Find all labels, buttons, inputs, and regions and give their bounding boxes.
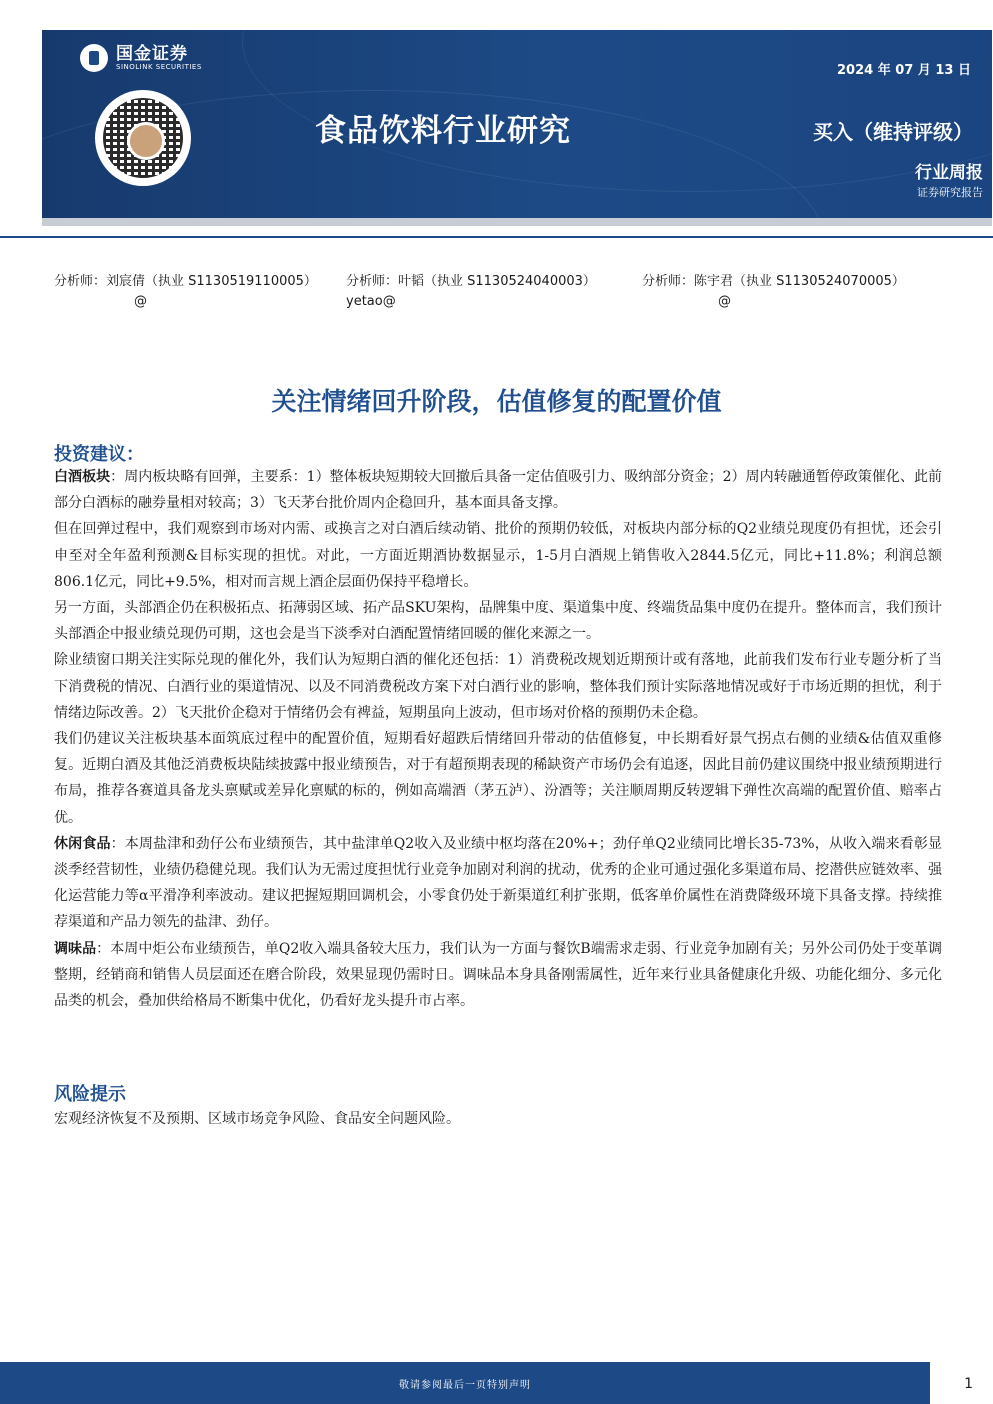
logo-name-en: SINOLINK SECURITIES (116, 62, 202, 71)
footer-disclaimer[interactable]: 敬请参阅最后一页特别声明 (399, 1379, 531, 1391)
analyst-entry (346, 272, 596, 312)
paragraph: 另一方面，头部酒企仍在积极拓点、拓薄弱区域、拓产品SKU架构，品牌集中度、渠道集中度、终端货品集中度仍在提升。整体而言，我们预计头部酒企中报业绩兑现仍可期，这也会是当下淡季对白酒配置情绪回暖的催化来源之一。 (54, 600, 942, 643)
paragraph-label: 白酒板块 (54, 469, 111, 485)
logo-name-cn: 国金证券 (116, 43, 188, 64)
report-subtype: 证券研究报告 (917, 186, 983, 199)
analyst-entry (54, 272, 317, 312)
analyst-entry (642, 272, 905, 312)
analyst-email[interactable]: @ (718, 294, 731, 309)
paragraph-label: 调味品 (54, 940, 97, 957)
qr-code-icon (95, 90, 191, 186)
analyst-email[interactable]: @ (134, 294, 147, 309)
paragraph: 调味品：本周中炬公布业绩预告，单Q2收入端具备较大压力，我们认为一方面与餐饮B端需求走弱、行业竞争加剧有关；另外公司仍处于变革调整期，经销商和销售人员层面还在磨合阶段，效果显现仍需时日。调味品本身具备刚需属性，近年来行业具备健康化升级、功能化细分、多元化品类的机会，叠加供给格局不断集中优化，仍看好龙头提升市占率。 (54, 940, 943, 1010)
report-title: 食品饮料行业研究 (315, 113, 571, 149)
section-heading-invest: 投资建议： (54, 444, 144, 465)
paragraph: 我们仍建议关注板块基本面筑底过程中的配置价值，短期看好超跌后情绪回升带动的估值修复，中长期看好景气拐点右侧的业绩&估值双重修复。近期白酒及其他泛消费板块陆续披露中报业绩预告，对于有超预期表现的稀缺资产市场仍会有追逐，因此目前仍建议围绕中报业绩预期进行布局，推荐各赛道具备龙头禀赋或差异化禀赋的标的，例如高端酒（茅五泸）、汾酒等；关注顺周期反转逻辑下弹性次高端的配置价值、赔率占优。 (54, 731, 942, 826)
analyst-name: 分析师：叶韬（执业 S1130524040003） (346, 274, 596, 289)
invest-body (54, 464, 942, 1014)
paragraph: 白酒板块：周内板块略有回弹，主要系：1）整体板块短期较大回撤后具备一定估值吸引力、吸纳部分资金；2）周内转融通暂停政策催化、此前部分白酒标的融券量相对较高；3）飞天茅台批价周内企稳回升，基本面具备支撑。 (54, 469, 943, 512)
paragraph-label: 休闲食品 (54, 835, 111, 852)
logo-icon (80, 44, 108, 72)
paragraph: 但在回弹过程中，我们观察到市场对内需、或换言之对白酒后续动销、批价的预期仍较低，对板块内部分标的Q2业绩兑现度仍有担忧，还会引申至对全年盈利预测&目标实现的担忧。对此，一方面近期酒协数据显示，1-5月白酒规上销售收入2844.5亿元，同比+11.8%；利润总额806.1亿元，同比+9.5%，相对而言规上酒企层面仍保持平稳增长。 (54, 521, 942, 590)
report-date: 2024 年 07 月 13 日 (837, 63, 971, 78)
paragraph: 宏观经济恢复不及预期、区域市场竞争风险、食品安全问题风险。 (54, 1111, 460, 1127)
rating-label: 买入（维持评级） (813, 120, 973, 144)
analyst-name: 分析师：刘宸倩（执业 S1130519110005） (54, 274, 317, 289)
page-number: 1 (964, 1376, 973, 1392)
report-headline: 关注情绪回升阶段，估值修复的配置价值 (271, 387, 722, 416)
paragraph: 休闲食品：本周盐津和劲仔公布业绩预告，其中盐津单Q2收入及业绩中枢均落在20%+；劲仔单Q2业绩同比增长35-73%，从收入端来看彰显淡季经营韧性，业绩仍稳健兑现。我们认为无需过度担忧行业竞争加剧对利润的扰动，优秀的企业可通过强化多渠道布局、挖潜供应链效率、强化运营能力等α平滑净利率波动。建议把握短期回调机会，小零食仍处于新渠道红利扩张期，低客单价属性在消费降级环境下具备支撑。持续推荐渠道和产品力领先的盐津、劲仔。 (54, 835, 943, 931)
footer-bar (0, 1362, 930, 1404)
analyst-name: 分析师：陈宇君（执业 S1130524070005） (642, 274, 905, 289)
company-logo (80, 44, 202, 72)
analyst-email[interactable]: yetao@ (346, 294, 396, 309)
header-divider (0, 236, 993, 238)
report-type: 行业周报 (915, 163, 983, 183)
section-heading-risk: 风险提示 (54, 1084, 126, 1105)
paragraph: 除业绩窗口期关注实际兑现的催化外，我们认为短期白酒的催化还包括：1）消费税改规划近期预计或有落地，此前我们发布行业专题分析了当下消费税的情况、白酒行业的渠道情况、以及不同消费税改方案下对白酒行业的影响，整体我们预计实际落地情况或好于市场近期的担忧，利于情绪边际改善。2）飞天批价企稳对于情绪仍会有裨益，短期虽向上波动，但市场对价格的预期仍未企稳。 (54, 652, 942, 721)
risk-body (54, 1106, 942, 1132)
